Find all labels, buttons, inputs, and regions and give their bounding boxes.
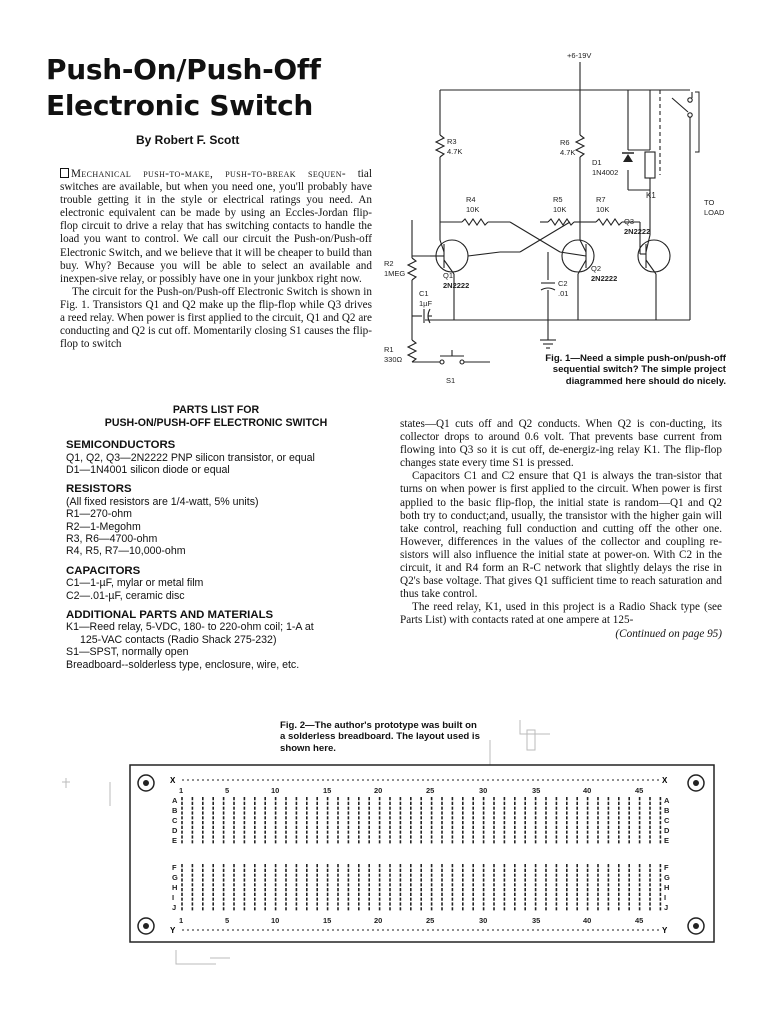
row-letter: J	[172, 903, 177, 912]
rail-x-label-left: X	[170, 776, 176, 785]
section-resistors: RESISTORS	[66, 483, 132, 496]
parts-item: (All fixed resistors are 1/4-watt, 5% units)	[66, 495, 259, 508]
parts-item: R2—1-Megohm	[66, 520, 141, 533]
parts-title-line-1: PARTS LIST FOR	[172, 404, 260, 416]
q3-value: 2N2222	[624, 227, 651, 236]
title-line-2: Electronic Switch	[46, 89, 314, 122]
parts-title-line-2: PUSH-ON/PUSH-OFF ELECTRONIC SWITCH	[104, 416, 328, 429]
c1-label: C1	[419, 289, 429, 298]
fig2-caption: Fig. 2—The author's prototype was built on a solderless breadboard. The layout used is shown here.	[280, 720, 480, 754]
r7-value: 10K	[596, 205, 610, 214]
r4-label: R4	[466, 195, 476, 204]
lead-in: Mechanical push-to-make, push-to-break sequen-	[71, 168, 347, 180]
col-number: 30	[479, 916, 488, 925]
row-letter: I	[172, 893, 175, 902]
r2-label: R2	[384, 259, 394, 268]
q1-value: 2N2222	[443, 281, 470, 290]
col-number: 25	[426, 916, 435, 925]
paragraph-5: The reed relay, K1, used in this project is a Radio Shack type (see Parts List) with contacts rated at one ampere at 125-	[400, 601, 722, 627]
byline: By Robert F. Scott	[136, 133, 240, 147]
parts-item: Breadboard--solderless type, enclosure, wire, etc.	[66, 658, 300, 671]
r3-label: R3	[447, 137, 457, 146]
row-letter: A	[172, 796, 178, 805]
col-number: 40	[583, 916, 592, 925]
parts-item: S1—SPST, normally open	[66, 646, 189, 659]
paragraph-1-rest: tial switches are available, but when you need one, you'll probably have trouble getting it in the style or electrical ratings you need. An electronic equivalent can be made by using an Eccles-Jordan flip-flop circuit to drive a relay that has switching contacts to handle the load you want to control. We call our circuit the Push-on/Push-off Electronic Switch, and we believe that it will be cheaper to build than buy. Why? Because you will be able to select an available and inexpen-sive relay, or possibly have one in your junkbox right now.	[60, 168, 372, 285]
col-number: 20	[374, 916, 383, 925]
row-letter: H	[172, 883, 178, 892]
col-number: 5	[225, 916, 230, 925]
row-letter: I	[664, 893, 667, 902]
paragraph-4: Capacitors C1 and C2 ensure that Q1 is always the tran-sistor that turns on when power is first applied to the circuit. When power is first applied to the basic flip-flop, the initial state is random—Q1 and Q2 both try to conduct;and, usually, the transistor with the higher gain will take control, reaching full conduction and cutting off the other one. However, differences in the values of the collector and coupling re-sistors will also influence the initial state at power-on. With C2 in the circuit, it and R4 form an R-C network that slightly delays the rise in Q2's base voltage. That gives Q1 sufficient time to reach saturation and thus take control.	[400, 470, 722, 601]
fig1-caption: Fig. 1—Need a simple push-on/push-off sequential switch? The simple project diagrammed here should do nicely.	[545, 353, 726, 387]
r6-label: R6	[560, 138, 570, 147]
r5-label: R5	[553, 195, 563, 204]
parts-item: R3, R6—4700-ohm	[66, 533, 158, 546]
d1-value: 1N4002	[592, 168, 619, 177]
title-line-1: Push-On/Push-Off	[46, 53, 321, 86]
r2-value: 1MEG	[384, 269, 406, 278]
schematic-diagram	[0, 0, 768, 400]
row-letter: J	[664, 903, 669, 912]
q1-label: Q1	[443, 271, 454, 280]
r4-value: 10K	[466, 205, 480, 214]
parts-item: 125-VAC contacts (Radio Shack 275-232)	[80, 633, 277, 646]
c2-label: C2	[558, 279, 568, 288]
row-letter: E	[664, 836, 670, 845]
parts-list-title	[66, 404, 366, 429]
rail-y-label-left: Y	[170, 926, 176, 935]
load-label-1: TO	[704, 198, 715, 207]
row-letter: H	[664, 883, 670, 892]
row-letter: C	[172, 816, 178, 825]
row-letter: B	[664, 806, 670, 815]
col-number: 5	[225, 786, 230, 795]
q3-label: Q3	[624, 217, 635, 226]
load-label-2: LOAD	[704, 208, 725, 217]
col-number: 45	[635, 786, 644, 795]
row-letter: D	[664, 826, 670, 835]
col-number: 35	[532, 916, 541, 925]
paragraph-2: The circuit for the Push-on/Push-off Electronic Switch is shown in Fig. 1. Transistors Q1 and Q2 make up the flip-flop while Q3 drives a reed relay. When power is first applied to the circuit, Q1 and Q2 are conducting and Q2 is cut off. Momentarily closing S1 causes the flip-flop to switch	[60, 285, 372, 351]
rail-x-label-right: X	[662, 776, 668, 785]
col-number: 15	[323, 786, 332, 795]
breadboard-frame	[130, 765, 714, 942]
section-capacitors: CAPACITORS	[66, 564, 141, 577]
parts-item: C1—1-µF, mylar or metal film	[66, 577, 204, 590]
s1-label: S1	[446, 376, 456, 385]
q2-label: Q2	[591, 264, 602, 273]
r7-label: R7	[596, 195, 606, 204]
col-number: 10	[271, 786, 280, 795]
paragraph-3: states—Q1 cuts off and Q2 conducts. When Q2 is con-ducting, its collector drops to around 0.6 volt. That prevents base current from flowing into Q3 so it is cut off, de-energiz-ing relay K1. The flip-flop changes state every time S1 is pressed.	[400, 418, 722, 470]
row-letter: C	[664, 816, 670, 825]
supply-label: +6-19V	[567, 51, 592, 60]
parts-item: R4, R5, R7—10,000-ohm	[66, 545, 186, 558]
parts-item: C2—.01-µF, ceramic disc	[66, 589, 185, 602]
q2-value: 2N2222	[591, 274, 618, 283]
r1-label: R1	[384, 345, 394, 354]
col-number: 1	[179, 916, 184, 925]
continued-note: (Continued on page 95)	[615, 627, 722, 640]
r3-value: 4.7K	[447, 147, 463, 156]
col-number: 30	[479, 786, 488, 795]
row-letter: D	[172, 826, 178, 835]
col-number: 20	[374, 786, 383, 795]
parts-item: D1—1N4001 silicon diode or equal	[66, 464, 230, 476]
row-letter: G	[664, 873, 670, 882]
row-letter: F	[664, 863, 669, 872]
col-number: 10	[271, 916, 280, 925]
row-letter: E	[172, 836, 178, 845]
col-number: 40	[583, 786, 592, 795]
col-number: 1	[179, 786, 184, 795]
r6-value: 4.7K	[560, 148, 576, 157]
parts-item: K1—Reed relay, 5-VDC, 180- to 220-ohm coil; 1-A at	[66, 621, 314, 634]
row-letter: F	[172, 863, 177, 872]
k1-label: K1	[646, 191, 656, 200]
col-number: 45	[635, 916, 644, 925]
c2-value: .01	[558, 289, 569, 298]
parts-item: R1—270-ohm	[66, 508, 132, 521]
r5-value: 10K	[553, 205, 567, 214]
d1-label: D1	[592, 158, 602, 167]
parts-list	[66, 404, 366, 671]
r1-value: 330Ω	[384, 355, 403, 364]
breadboard-diagram	[0, 700, 768, 1000]
row-letter: A	[664, 796, 670, 805]
col-number: 35	[532, 786, 541, 795]
section-semiconductors: SEMICONDUCTORS	[66, 439, 176, 452]
col-number: 15	[323, 916, 332, 925]
c1-value: 1µF	[419, 299, 433, 308]
row-letter: G	[172, 873, 178, 882]
rail-y-label-right: Y	[662, 926, 668, 935]
col-number: 25	[426, 786, 435, 795]
row-letter: B	[172, 806, 178, 815]
body-column-right	[400, 418, 722, 641]
parts-item: Q1, Q2, Q3—2N2222 PNP silicon transistor, or equal	[66, 451, 315, 464]
section-additional: ADDITIONAL PARTS AND MATERIALS	[66, 609, 274, 622]
